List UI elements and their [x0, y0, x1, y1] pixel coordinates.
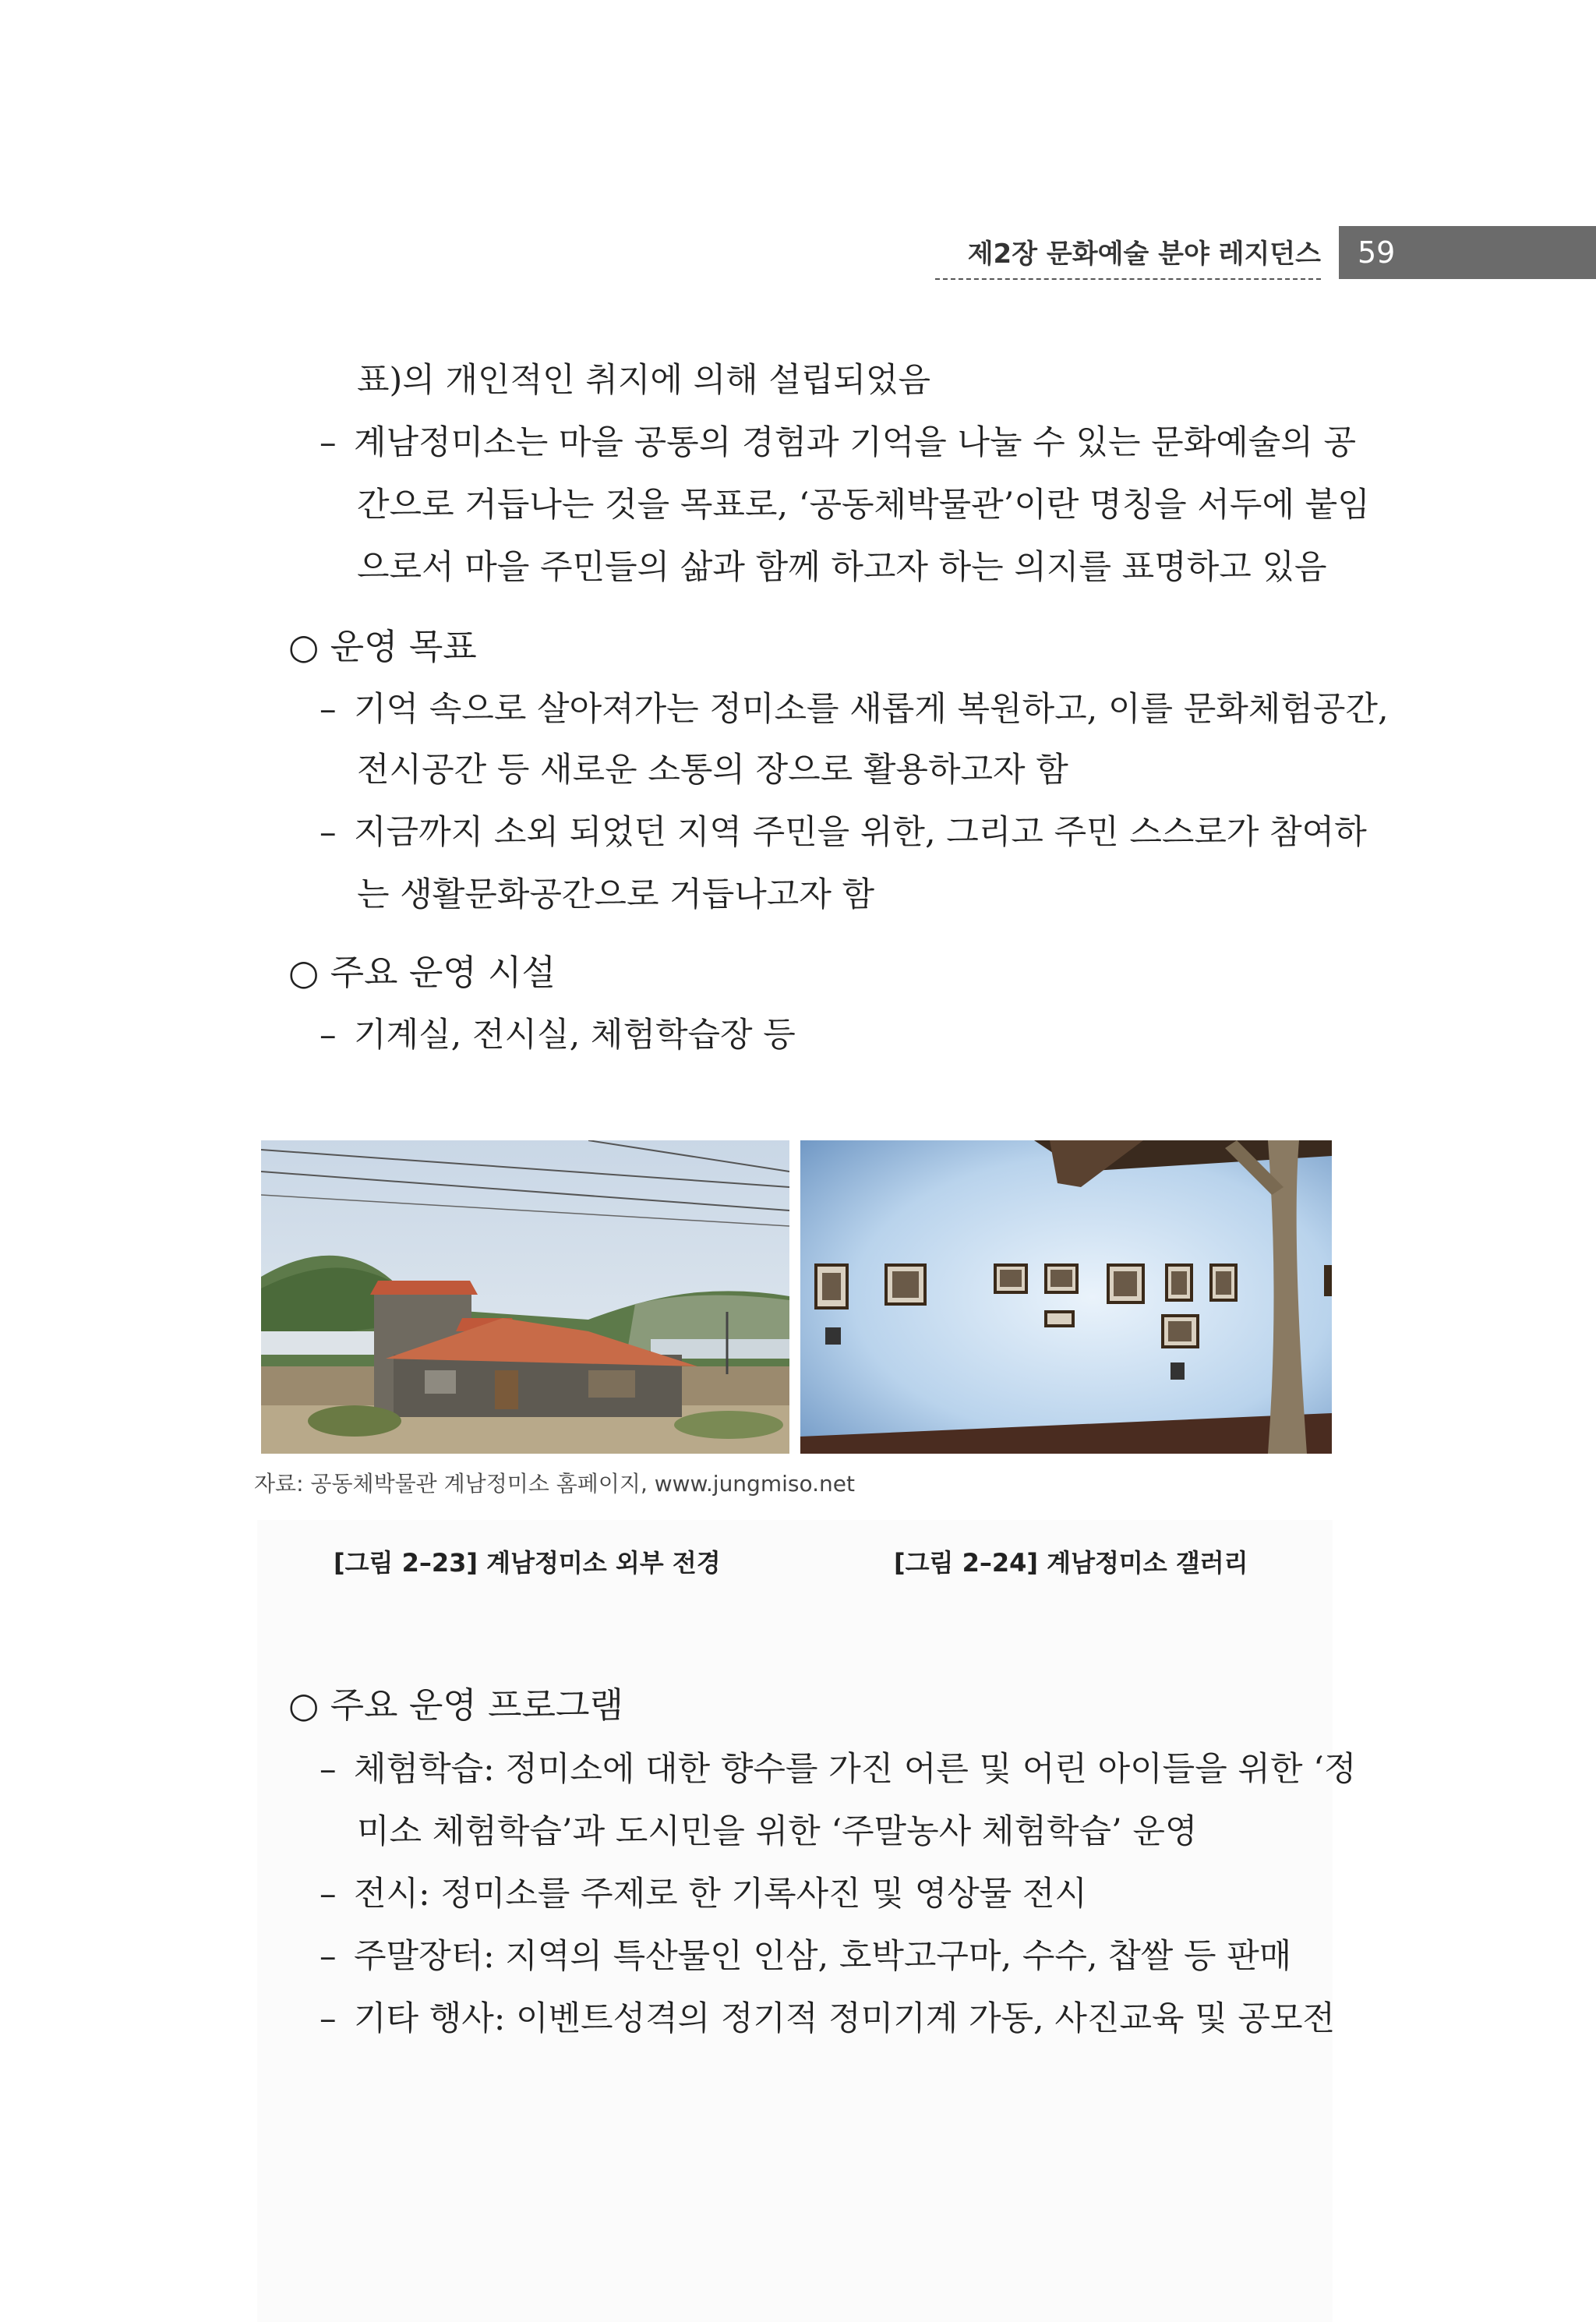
- text-line: [320, 1746, 1356, 1793]
- text-line: [320, 686, 1389, 733]
- text-line: 으로서 마을 주민들의 삶과 함께 하고자 하는 의지를 표명하고 있음: [357, 548, 1327, 587]
- text-line: 미소 체험학습’과 도시민을 위한 ‘주말농사 체험학습’ 운영: [357, 1812, 1198, 1851]
- page-number: 59: [1339, 226, 1596, 279]
- text-line: 표)의 개인적인 취지에 의해 설립되었음: [357, 361, 931, 400]
- chapter-title: 제2장 문화예술 분야 레지던스: [935, 232, 1321, 280]
- text-line: 는 생활문화공간으로 거듭나고자 함: [357, 875, 875, 914]
- exterior-photo-drawing: [261, 1140, 789, 1454]
- section-heading: ○ 운영 목표: [288, 626, 477, 667]
- text-span: 기타 행사: 이벤트성격의 정기적 정미기계 가동, 사진교육 및 공모전: [354, 1999, 1336, 2038]
- text-span: 계남정미소는 마을 공통의 경험과 기억을 나눌 수 있는 문화예술의 공: [354, 423, 1357, 462]
- text-line: [320, 1995, 1335, 2042]
- text-line: 전시공간 등 새로운 소통의 장으로 활용하고자 함: [357, 751, 1068, 790]
- text-span: 전시: 정미소를 주제로 한 기록사진 및 영상물 전시: [354, 1875, 1087, 1914]
- text-span: 체험학습: 정미소에 대한 향수를 가진 어른 및 어린 아이들을 위한 ‘정: [354, 1750, 1357, 1789]
- text-span: 지금까지 소외 되었던 지역 주민을 위한, 그리고 주민 스스로가 참여하: [354, 813, 1367, 852]
- dash-marker: –: [320, 690, 337, 729]
- text-span: 기억 속으로 살아져가는 정미소를 새롭게 복원하고, 이를 문화체험공간,: [354, 690, 1389, 729]
- text-line: [320, 1933, 1291, 1980]
- text-span: 주말장터: 지역의 특산물인 인삼, 호박고구마, 수수, 찹쌀 등 판매: [354, 1937, 1292, 1976]
- dash-marker: –: [320, 423, 337, 462]
- text-line: [320, 1871, 1087, 1917]
- dash-marker: –: [320, 1016, 337, 1055]
- dash-marker: –: [320, 813, 337, 852]
- text-span: 기계실, 전시실, 체험학습장 등: [354, 1016, 796, 1055]
- dash-marker: –: [320, 1999, 337, 2038]
- text-line: 간으로 거듭나는 것을 목표로, ‘공동체박물관’이란 명칭을 서두에 붙임: [357, 486, 1370, 525]
- dash-marker: –: [320, 1750, 337, 1789]
- dash-marker: –: [320, 1937, 337, 1976]
- dash-marker: –: [320, 1875, 337, 1914]
- text-line: [320, 1012, 796, 1059]
- section-heading: ○ 주요 운영 프로그램: [288, 1684, 623, 1726]
- gallery-photo: [800, 1140, 1332, 1454]
- text-line: [320, 809, 1367, 856]
- gallery-photo-drawing: [800, 1140, 1332, 1454]
- text-line: [320, 419, 1356, 466]
- background-panel: [257, 1520, 1336, 2322]
- section-heading: ○ 주요 운영 시설: [288, 952, 556, 993]
- figure-caption-right: [그림 2–24] 계남정미소 갤러리: [894, 1548, 1248, 1578]
- figure-source-note: 자료: 공동체박물관 계남정미소 홈페이지, www.jungmiso.net: [254, 1471, 855, 1497]
- figure-caption-left: [그림 2–23] 계남정미소 외부 전경: [334, 1548, 721, 1578]
- exterior-photo: [261, 1140, 789, 1454]
